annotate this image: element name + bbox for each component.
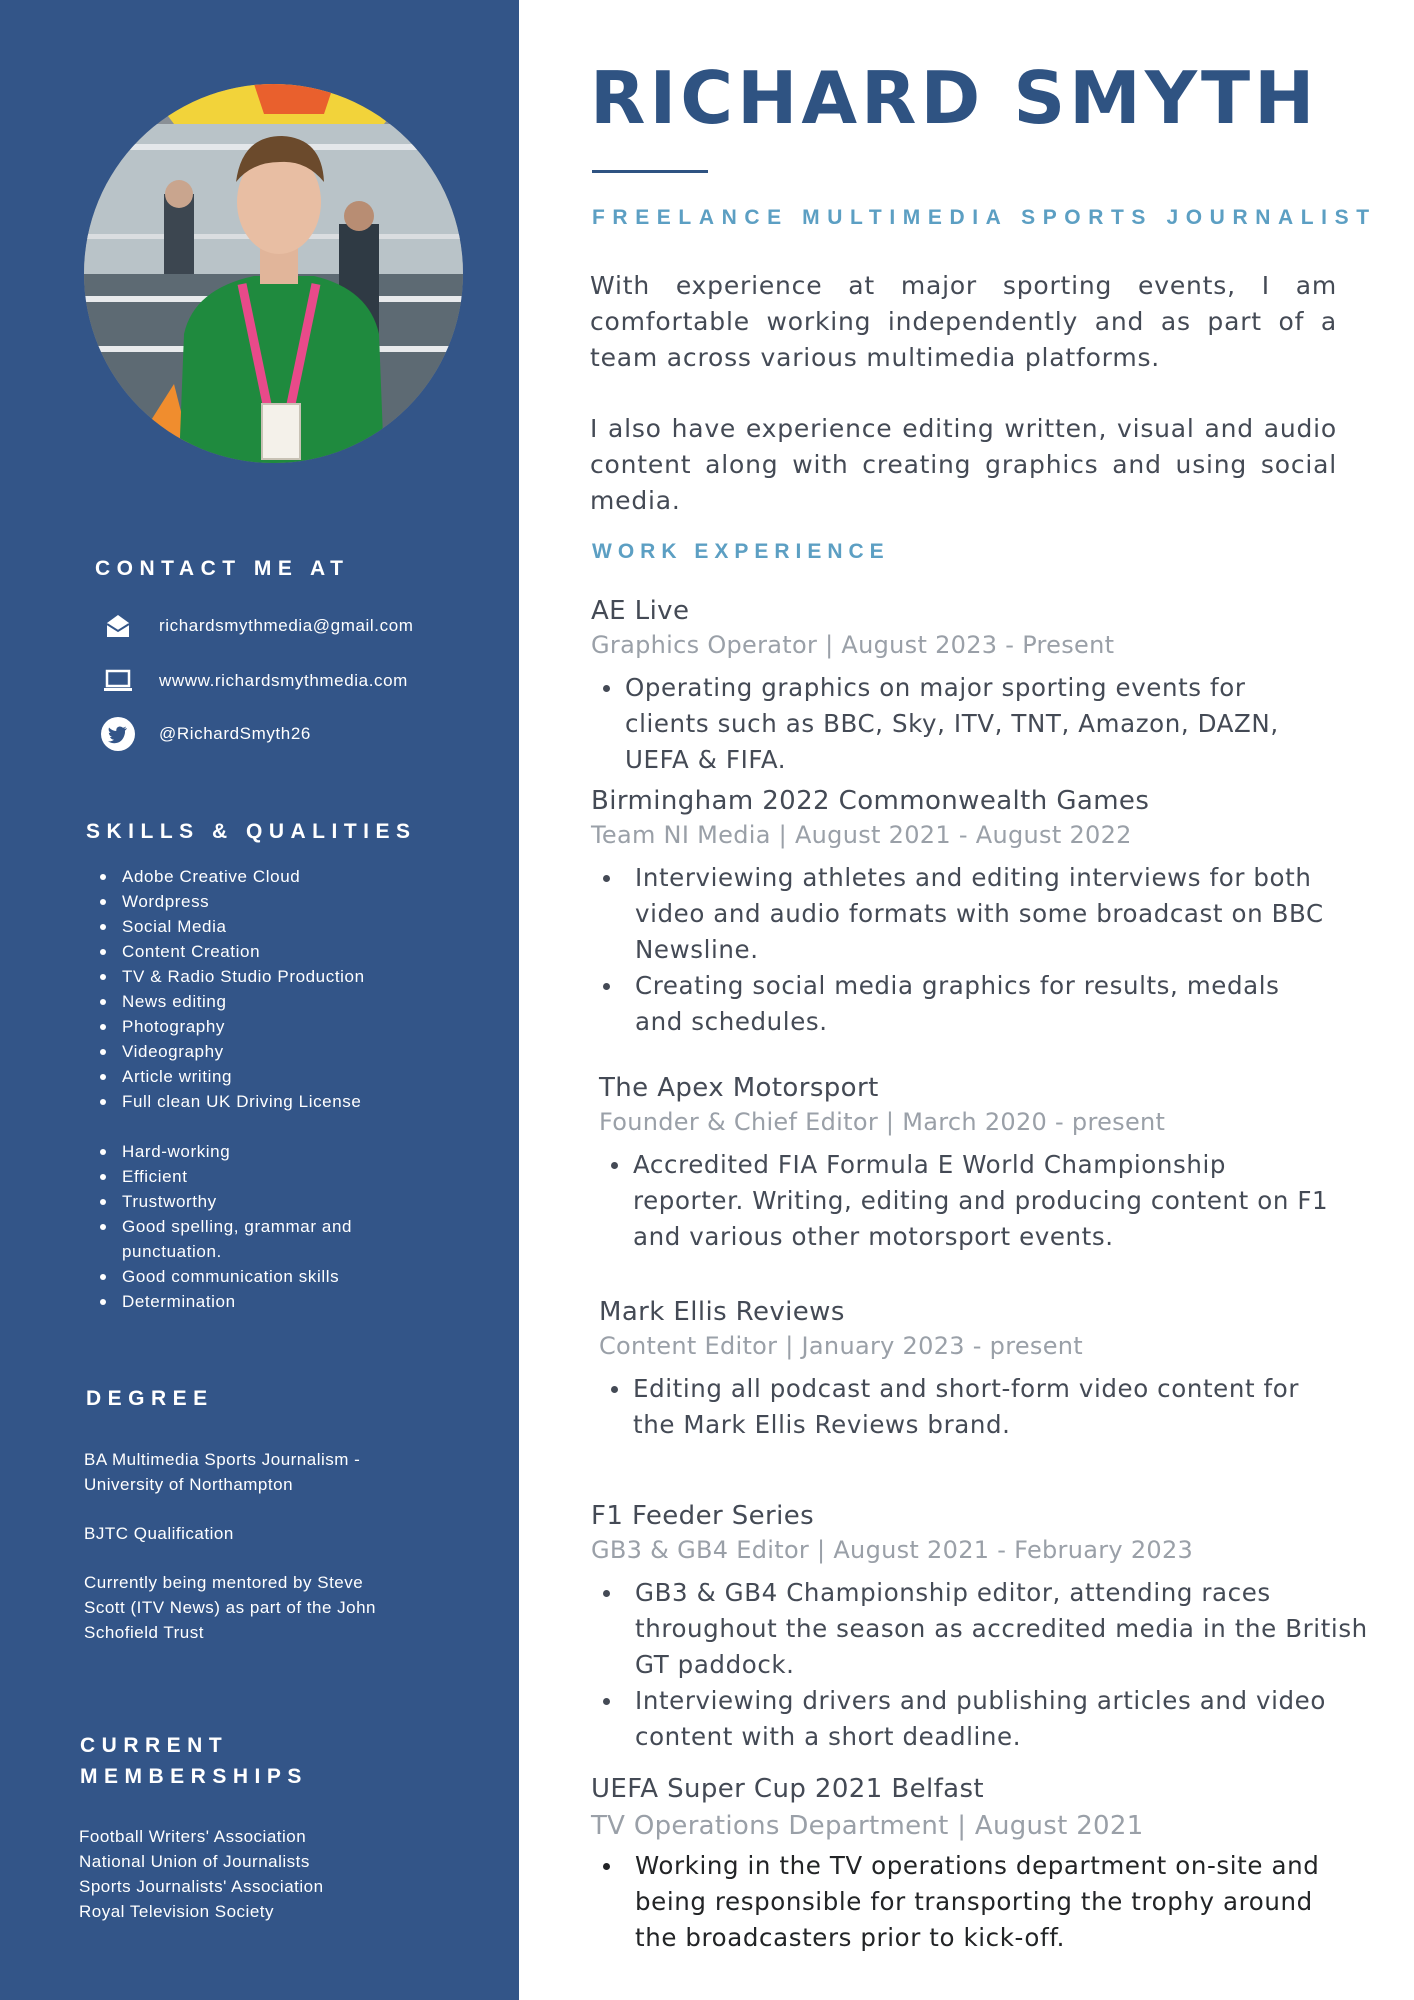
job-bullet: Accredited FIA Formula E World Championship reporter. Writing, editing and producing content on F1 and various other motorsport events. bbox=[599, 1147, 1339, 1255]
job-bullet: Working in the TV operations department on-site and being responsible for transporting the trophy around the broadcasters prior to kick-off. bbox=[591, 1848, 1351, 1956]
job-entry bbox=[599, 1295, 1399, 1443]
job-bullet: Interviewing drivers and publishing articles and video content with a short deadline. bbox=[591, 1683, 1391, 1755]
job-title: Mark Ellis Reviews bbox=[599, 1297, 845, 1327]
job-bullet: Operating graphics on major sporting events for clients such as BBC, Sky, ITV, TNT, Amazon, DAZN, UEFA & FIFA. bbox=[591, 670, 1331, 778]
skill-item: TV & Radio Studio Production bbox=[98, 964, 412, 989]
job-entry bbox=[599, 1071, 1399, 1255]
laptop-icon bbox=[100, 663, 136, 699]
job-bullet: Interviewing athletes and editing interviews for both video and audio formats with some broadcast on BBC Newsline. bbox=[591, 860, 1331, 968]
job-title: F1 Feeder Series bbox=[591, 1501, 815, 1531]
quality-item: Efficient bbox=[98, 1164, 412, 1189]
degree-item: BA Multimedia Sports Journalism - University of Northampton bbox=[84, 1450, 361, 1494]
quality-item: Hard-working bbox=[98, 1139, 412, 1164]
membership-item: Sports Journalists' Association bbox=[79, 1877, 324, 1896]
envelope-icon bbox=[100, 608, 136, 644]
job-title: The Apex Motorsport bbox=[599, 1073, 879, 1103]
twitter-icon bbox=[100, 716, 136, 752]
skills-list bbox=[98, 864, 412, 1314]
quality-item: Determination bbox=[98, 1289, 412, 1314]
job-subtitle: FREELANCE MULTIMEDIA SPORTS JOURNALIST bbox=[592, 206, 1377, 229]
sidebar bbox=[0, 0, 519, 2000]
profile-photo bbox=[84, 84, 463, 463]
job-title: AE Live bbox=[591, 596, 690, 626]
job-bullet: Creating social media graphics for results, medals and schedules. bbox=[591, 968, 1331, 1040]
skill-item: News editing bbox=[98, 989, 412, 1014]
contact-twitter-text[interactable]: @RichardSmyth26 bbox=[159, 724, 311, 743]
job-role: Graphics Operator | August 2023 - Present bbox=[591, 631, 1115, 659]
contact-heading: CONTACT ME AT bbox=[95, 557, 350, 580]
job-title: Birmingham 2022 Commonwealth Games bbox=[591, 786, 1150, 816]
memberships-heading-line2: MEMBERSHIPS bbox=[80, 1765, 308, 1788]
skill-item: Videography bbox=[98, 1039, 412, 1064]
job-entry bbox=[591, 1499, 1391, 1755]
skill-item: Adobe Creative Cloud bbox=[98, 864, 412, 889]
contact-website[interactable] bbox=[100, 663, 408, 699]
quality-item: Trustworthy bbox=[98, 1189, 412, 1214]
contact-twitter[interactable] bbox=[100, 716, 311, 752]
profile-photo-image bbox=[84, 84, 463, 463]
job-role: TV Operations Department | August 2021 bbox=[591, 1811, 1144, 1841]
skill-item: Photography bbox=[98, 1014, 412, 1039]
summary-paragraph: With experience at major sporting events, I am comfortable working independently and as part of a team across various multimedia platforms. bbox=[590, 271, 1337, 372]
job-role: GB3 & GB4 Editor | August 2021 - February 2023 bbox=[591, 1536, 1194, 1564]
degree-heading: DEGREE bbox=[86, 1387, 214, 1410]
skill-item: Article writing bbox=[98, 1064, 412, 1089]
skill-item: Content Creation bbox=[98, 939, 412, 964]
degree-item: Currently being mentored by Steve Scott (ITV News) as part of the John Schofield Trust bbox=[84, 1573, 377, 1642]
memberships-heading-line1: CURRENT bbox=[80, 1734, 229, 1757]
membership-item: Football Writers' Association bbox=[79, 1827, 307, 1846]
contact-email[interactable] bbox=[100, 608, 414, 644]
quality-item: Good spelling, grammar and punctuation. bbox=[98, 1214, 412, 1264]
job-bullet: Editing all podcast and short-form video content for the Mark Ellis Reviews brand. bbox=[599, 1371, 1339, 1443]
membership-item: Royal Television Society bbox=[79, 1902, 274, 1921]
membership-item: National Union of Journalists bbox=[79, 1852, 310, 1871]
summary-paragraph: I also have experience editing written, visual and audio content along with creating graphics and using social media. bbox=[590, 414, 1337, 515]
job-entry bbox=[591, 784, 1391, 1040]
quality-item: Good communication skills bbox=[98, 1264, 412, 1289]
skill-item: Social Media bbox=[98, 914, 412, 939]
title-divider bbox=[592, 170, 708, 173]
job-entry bbox=[591, 1772, 1391, 1956]
contact-website-text[interactable]: wwww.richardsmythmedia.com bbox=[159, 671, 408, 690]
job-role: Founder & Chief Editor | March 2020 - present bbox=[599, 1108, 1166, 1136]
page-title: RICHARD SMYTH bbox=[590, 56, 1319, 140]
job-title: UEFA Super Cup 2021 Belfast bbox=[591, 1774, 985, 1804]
degree-item: BJTC Qualification bbox=[84, 1524, 234, 1543]
memberships-heading bbox=[80, 1730, 308, 1792]
job-entry bbox=[591, 594, 1391, 778]
job-role: Team NI Media | August 2021 - August 2022 bbox=[591, 821, 1132, 849]
skill-item: Full clean UK Driving License bbox=[98, 1089, 412, 1114]
skill-item: Wordpress bbox=[98, 889, 412, 914]
job-bullet: GB3 & GB4 Championship editor, attending races throughout the season as accredited media in the British GT paddock. bbox=[591, 1575, 1391, 1683]
work-experience-heading: WORK EXPERIENCE bbox=[592, 540, 890, 563]
contact-email-text[interactable]: richardsmythmedia@gmail.com bbox=[159, 616, 414, 635]
job-role: Content Editor | January 2023 - present bbox=[599, 1332, 1083, 1360]
skills-heading: SKILLS & QUALITIES bbox=[86, 820, 417, 843]
